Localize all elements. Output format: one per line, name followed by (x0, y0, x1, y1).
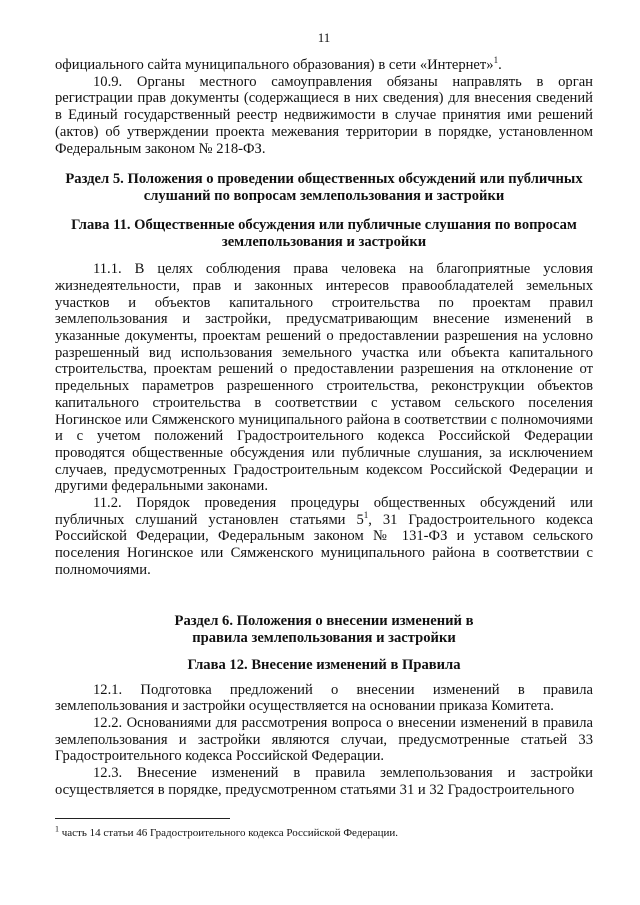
paragraph-11-1: 11.1. В целях соблюдения права человека на благоприятные условия жизнедеятельности, прав и законных интересов правообладателей земельных участков и объектов капитального строительства по проектам правил землепользования и застройки, предусматривающим внесение изменений в указанные документы, проектам решений о предоставлении разрешения на условно разрешенный вид использования земельного участка или объекта капитального строительства, проектам решений о предоставлении разрешения на отклонение от предельных параметров разрешенного строительства, реконструкции объектов капитального строительства в соответствии с уставом сельского поселения Ногинское или Сямженского муниципального района в соответствии с полномочиями и с учетом положений Градостроительного кодекса Российской Федерации проводятся общественные обсуждения или публичные слушания, за исключением случаев, предусмотренных Градостроительным кодексом Российской Федерации и другими федеральными законами. (55, 261, 593, 495)
paragraph-11-2-start: 11.2. Порядок проведения процедуры общественных обсуждений или публичных слушаний установлен статьями 5 (55, 495, 593, 528)
section-6-title-line-2: правила землепользования и застройки (192, 629, 456, 646)
article-superscript: 1 (363, 509, 369, 520)
footnote-mark: 1 (55, 824, 59, 834)
paragraph-12-3: 12.3. Внесение изменений в правила землепользования и застройки осуществляется в порядке, предусмотренном статьями 31 и 32 Градостроительного (55, 765, 593, 798)
footnote-text: часть 14 статьи 46 Градостроительного кодекса Российской Федерации. (61, 827, 399, 839)
section-6-title (55, 613, 593, 647)
paragraph-12-2: 12.2. Основаниями для рассмотрения вопроса о внесении изменений в правила землепользования и застройки являются случаи, предусмотренные статьей 33 Градостроительного кодекса Российской Федерации. (55, 714, 593, 765)
chapter-11-title: Глава 11. Общественные обсуждения или публичные слушания по вопросам землепользования и застройки (71, 217, 577, 251)
page-number: 11 (317, 30, 331, 45)
footnote-reference[interactable]: 1 (493, 55, 499, 66)
section-5-title: Раздел 5. Положения о проведении общественных обсуждений или публичных слушаний по вопросам землепользования и застройки (65, 171, 583, 205)
continuation-tail: . (498, 57, 502, 73)
footnote (55, 826, 398, 840)
footnote-separator (55, 818, 230, 819)
paragraph-12-1: 12.1. Подготовка предложений о внесении изменений в правила землепользования и застройки осуществляется на основании приказа Комитета. (55, 681, 593, 715)
continuation-paragraph (55, 57, 593, 74)
section-6-title-line-1: Раздел 6. Положения о внесении изменений в (174, 612, 474, 629)
paragraph-10-9: 10.9. Органы местного самоуправления обязаны направлять в орган регистрации прав документы (содержащиеся в них сведения) для внесения сведений в Единый государственный реестр недвижимости в случае принятия ими решений (актов) об утверждении проекта межевания территории в порядке, установленном Федеральным законом № 218-ФЗ. (55, 73, 593, 157)
paragraph-11-2 (55, 495, 593, 579)
paragraph-11-2-end: , 31 Градостроительного кодекса Российской Федерации, Федеральным законом № 131-ФЗ и уставом сельского поселения Ногинское или Сямженского муниципального района в соответствии с полномочиями. (55, 511, 593, 578)
chapter-12-title: Глава 12. Внесение изменений в Правила (187, 656, 461, 673)
continuation-text: официального сайта муниципального образования) в сети «Интернет» (55, 57, 494, 73)
